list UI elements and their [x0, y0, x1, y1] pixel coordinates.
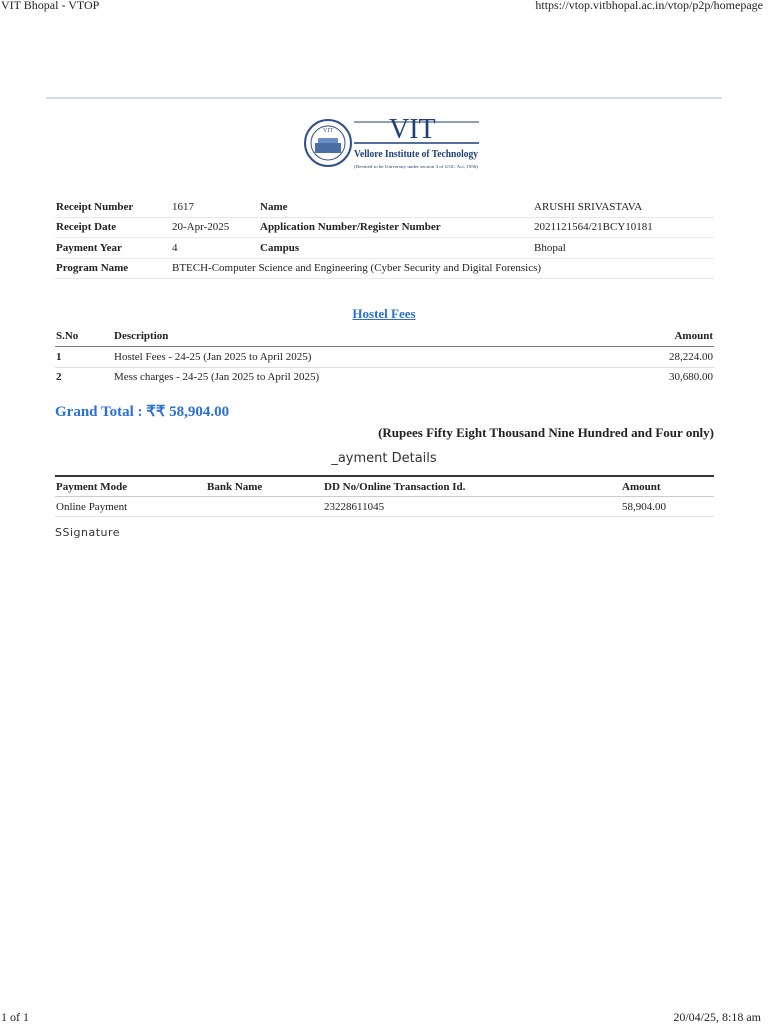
- bank-name-value: [206, 497, 323, 517]
- amount-header: Amount: [605, 326, 714, 347]
- print-footer-page: 1 of 1: [1, 1010, 29, 1024]
- table-row: [55, 347, 714, 368]
- transaction-id-value: 23228611045: [323, 497, 621, 517]
- receipt-info-row: [55, 238, 714, 259]
- payment-header-row: [55, 476, 714, 497]
- sno-header: S.No: [55, 326, 113, 347]
- payment-mode-header: Payment Mode: [55, 476, 206, 497]
- receipt-info-row: [55, 197, 714, 217]
- payment-amount-header: Amount: [621, 476, 714, 497]
- receipt-date-label: Receipt Date: [55, 217, 171, 238]
- payment-amount-value: 58,904.00: [621, 497, 714, 517]
- description-header: Description: [113, 326, 605, 347]
- print-header-url: https://vtop.vitbhopal.ac.in/vtop/p2p/homepage: [535, 0, 763, 12]
- name-value: ARUSHI SRIVASTAVA: [533, 197, 714, 217]
- register-number-label: Application Number/Register Number: [259, 217, 533, 238]
- logo-full-name: Vellore Institute of Technology: [354, 149, 478, 160]
- hostel-fees-table: [55, 326, 714, 387]
- amount-in-words: (Rupees Fifty Eight Thousand Nine Hundred and Four only): [378, 425, 714, 440]
- receipt-number-label: Receipt Number: [55, 197, 171, 217]
- fee-sno: 1: [55, 347, 113, 368]
- transaction-id-header: DD No/Online Transaction Id.: [323, 476, 621, 497]
- signature: SSignature: [55, 526, 121, 539]
- payment-year-label: Payment Year: [55, 238, 171, 259]
- fee-description: Mess charges - 24-25 (Jan 2025 to April 2025): [114, 371, 320, 384]
- table-row: [55, 367, 714, 387]
- name-label: Name: [259, 197, 533, 217]
- register-number-value: 2021121564/21BCY10181: [533, 217, 714, 238]
- fee-description: Hostel Fees - 24-25 (Jan 2025 to April 2025): [113, 347, 605, 368]
- table-row: [55, 497, 714, 517]
- fee-amount: 30,680.00: [669, 371, 713, 384]
- payment-details-title: _ayment Details: [331, 451, 437, 466]
- payment-mode-value: Online Payment: [55, 497, 206, 517]
- receipt-info-row: [55, 258, 714, 279]
- header-divider: [46, 97, 722, 99]
- campus-value: Bhopal: [533, 238, 714, 259]
- print-footer-datetime: 20/04/25, 8:18 am: [673, 1010, 761, 1024]
- receipt-number-value: 1617: [171, 197, 259, 217]
- program-name-label: Program Name: [55, 258, 171, 279]
- campus-label: Campus: [259, 238, 533, 259]
- payment-year-value: 4: [171, 238, 259, 259]
- grand-total: Grand Total : ₹₹ 58,904.00: [55, 404, 230, 420]
- vit-logo: [304, 110, 480, 176]
- logo-tagline: (Deemed to be University under section 3 of UGC Act, 1956): [354, 164, 453, 169]
- receipt-info-table: [55, 197, 714, 279]
- fees-header-row: [55, 326, 714, 347]
- seal-text: VIT: [323, 128, 333, 134]
- hostel-fees-title: Hostel Fees: [352, 306, 416, 321]
- program-name-value: BTECH-Computer Science and Engineering (Cyber Security and Digital Forensics): [171, 258, 714, 279]
- bank-name-header: Bank Name: [206, 476, 323, 497]
- print-header-title: VIT Bhopal - VTOP: [1, 0, 100, 12]
- logo-short-text: VIT: [389, 114, 436, 145]
- receipt-date-value: 20-Apr-2025: [171, 217, 259, 238]
- fee-sno: 2: [56, 371, 62, 384]
- receipt-info-row: [55, 217, 714, 238]
- payment-details-table: [55, 475, 714, 517]
- fee-amount: 28,224.00: [605, 347, 714, 368]
